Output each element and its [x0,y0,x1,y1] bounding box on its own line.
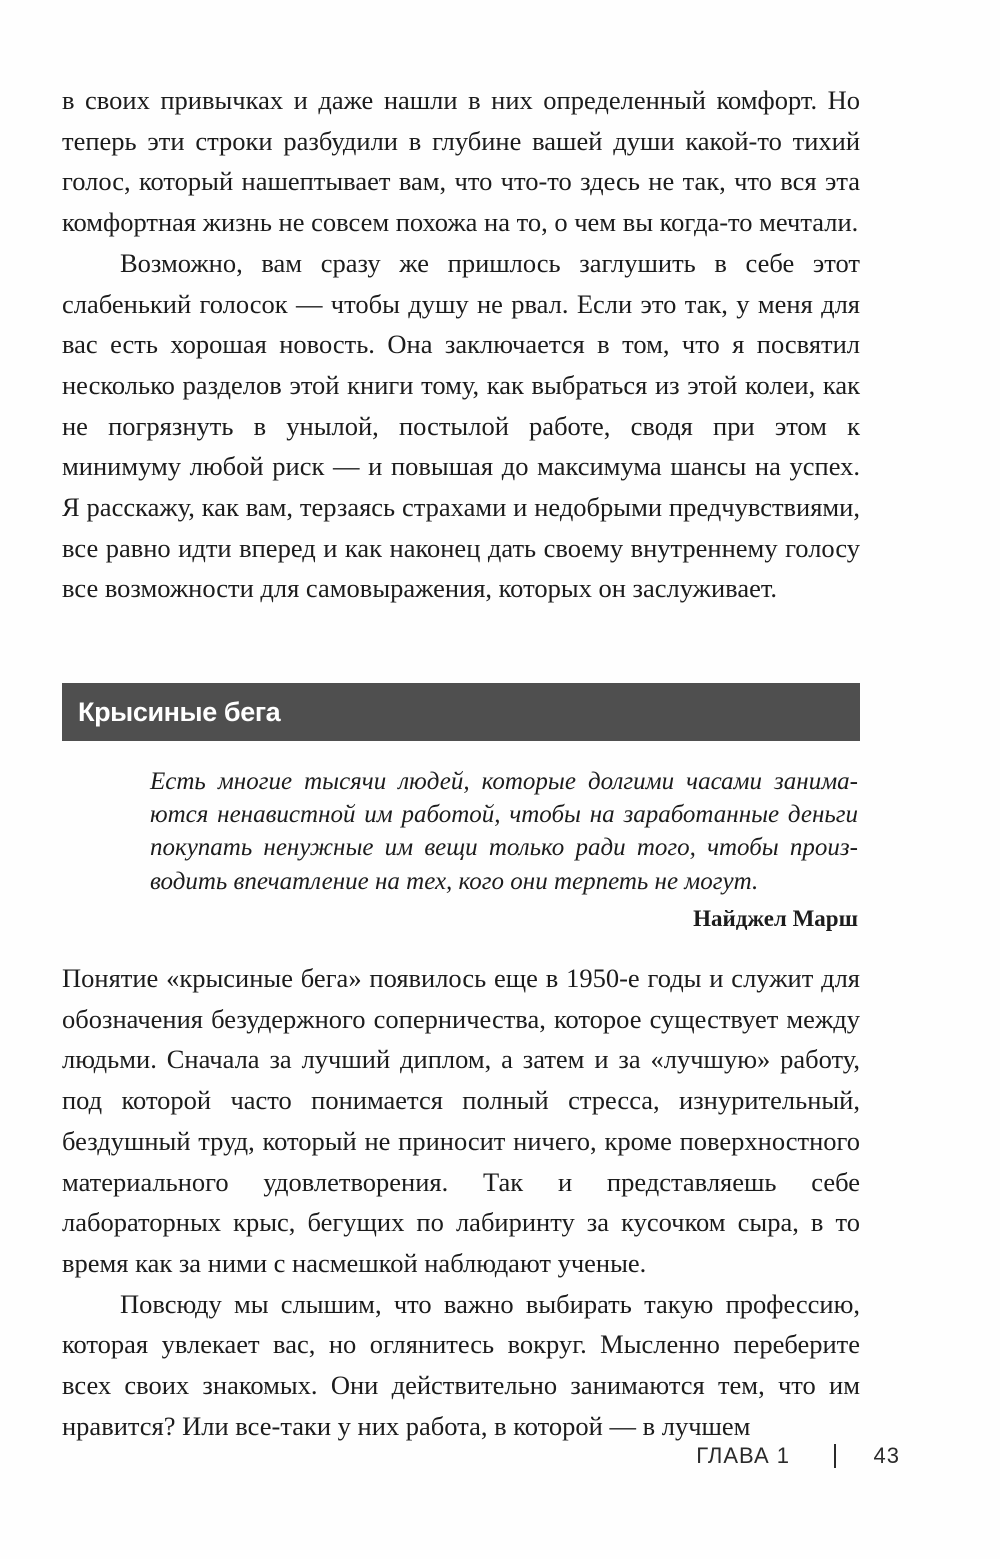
chapter-label: ГЛАВА 1 [696,1443,791,1468]
epigraph-author: Найджел Марш [693,905,858,931]
section-title: Крысиные бега [78,696,281,727]
page-number: 43 [873,1443,900,1468]
body-text-top [62,80,860,609]
epigraph-quote: Есть многие тысячи людей, которые долгими часами занимаются ненавистной им работой, чтобы на заработанные деньги покупать ненужные им вещи только ради того, чтобы производить впечатление на тех, кого они терпеть не могут. [150,768,858,895]
epigraph [150,765,858,937]
page-footer [696,1443,900,1469]
section-heading [62,683,860,741]
paragraph: Возможно, вам сразу же пришлось заглушить в себе этот слабенький голосок — чтобы душу не рвал. Если это так, у меня для вас есть хорошая новость. Она заключается в том, что я посвятил несколько разделов этой книги тому, как выбраться из этой колеи, как не погрязнуть в унылой, постылой работе, сводя при этом к минимуму любой риск — и повышая до максимума шансы на успех. Я расскажу, как вам, терзаясь страхами и недобрыми предчувствиями, все равно идти вперед и как наконец дать своему внутреннему голосу все возможности для самовыражения, которых он заслуживает. [62,247,860,604]
paragraph: Повсюду мы слышим, что важно выбирать такую профессию, которая увлекает вас, но оглянитесь вокруг. Мысленно переберите всех своих знакомых. Они действительно занимаются тем, что им нравится? Или все-таки у них работа, в которой — в лучшем [62,1288,860,1441]
body-text-bottom [62,958,860,1446]
paragraph-continuation: в своих привычках и даже нашли в них определенный комфорт. Но теперь эти строки разбудили в глубине вашей души какой-то тихий голос, который нашептывает вам, что что-то здесь не так, что вся эта комфортная жизнь не совсем похожа на то, о чем вы когда-то мечтали. [62,85,860,238]
paragraph: Понятие «крысиные бега» появилось еще в 1950-е годы и служит для обозначения безудержного соперничества, которое существует между людьми. Сначала за лучший диплом, а затем и за «лучшую» работу, под которой часто понимается полный стресса, изнурительный, бездушный труд, который не приносит ничего, кроме поверхностного материального удовлетворения. Так и представляешь себе лабораторных крыс, бегущих по лабиринту за кусочком сыра, в то время как за ними с насмешкой наблюдают ученые. [62,963,860,1278]
footer-divider [834,1444,836,1468]
